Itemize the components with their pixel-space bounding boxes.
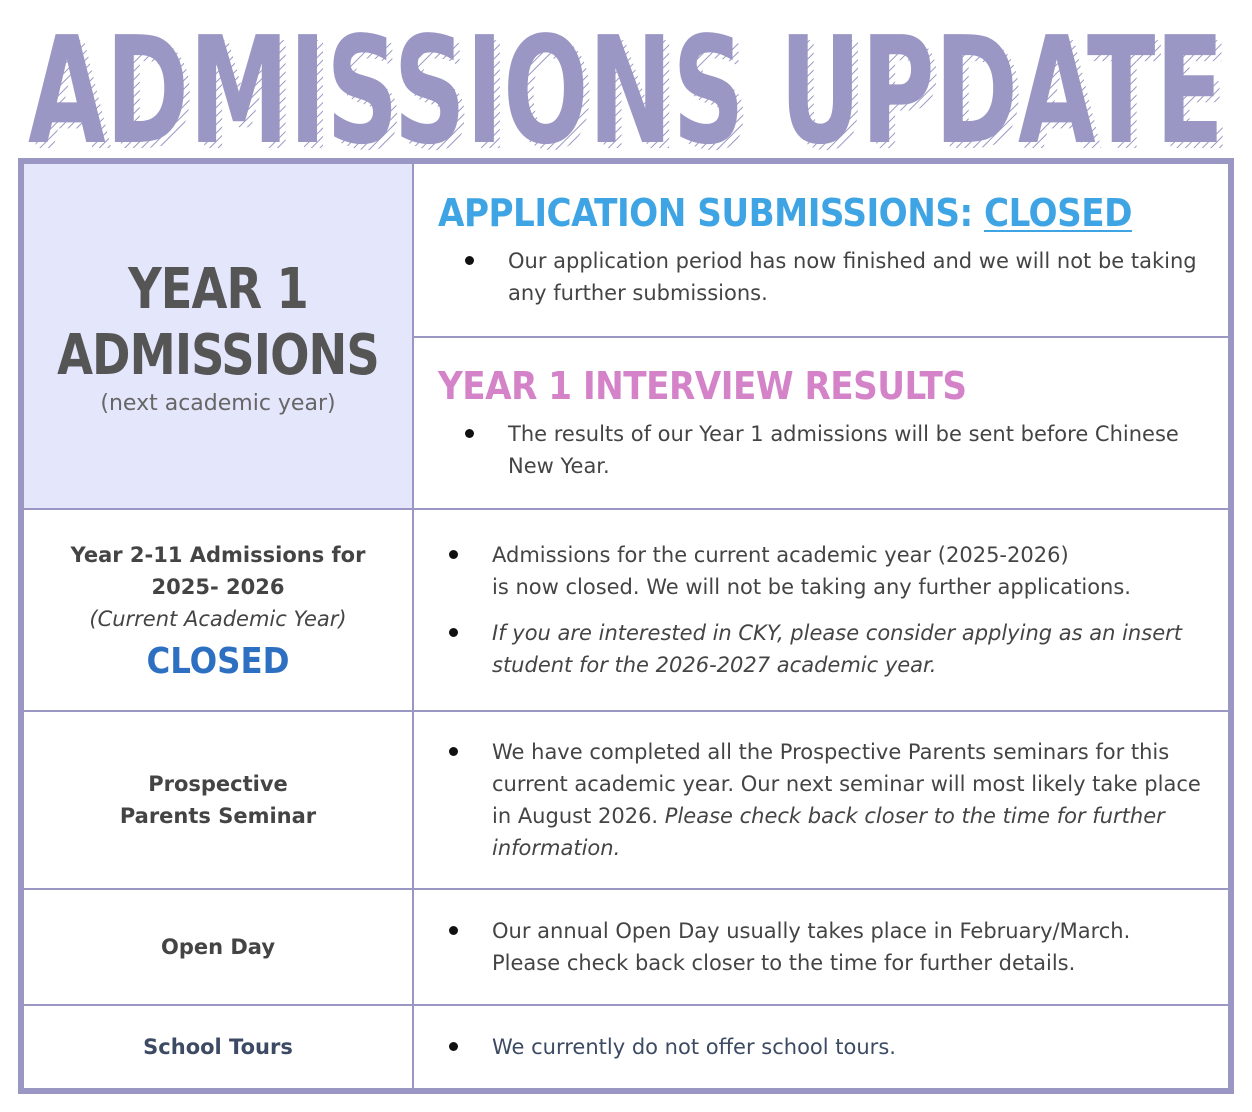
banner-title-shadow: ADMISSIONS UPDATE [34,11,1230,156]
admissions-table [18,158,1234,1094]
open-day-bullet-line2: Please check back closer to the time for further details. [492,951,1076,975]
interview-heading: YEAR 1 INTERVIEW RESULTS [438,364,967,408]
year1-title-line1: YEAR 1 [128,256,308,322]
seminar-bullet-text: We have completed all the Prospective Parents seminars for this current academic year. Our next seminar will most likely take place in August 2026. [492,740,1201,828]
list-item: If you are interested in CKY, please consider applying as an insert student for the 2026-2027 academic year. [492,617,1206,681]
application-heading-label: APPLICATION SUBMISSIONS: [438,191,985,235]
application-status-link[interactable]: CLOSED [984,191,1132,235]
list-item: The results of our Year 1 admissions will be sent before Chinese New Year. [508,418,1210,482]
seminar-label-line1: Prospective [148,772,288,796]
tours-content-cell [413,1005,1229,1089]
application-submissions-cell [413,163,1229,337]
list-item: Our application period has now finished and we will not be taking any further submissions. [508,245,1210,309]
year1-subtitle: (next academic year) [100,390,336,416]
year1-title-line2: ADMISSIONS [57,322,379,388]
seminar-content-cell [413,711,1229,889]
page-banner [20,6,1234,156]
tours-label-cell [23,1005,413,1089]
open-day-content-cell [413,889,1229,1005]
year1-label-cell [23,163,413,509]
year2-11-bullet1-line1: Admissions for the current academic year (2025-2026) [492,543,1069,567]
year2-11-label-line2: 2025- 2026 [151,574,285,599]
table-row [23,509,1229,711]
year2-11-content-cell [413,509,1229,711]
list-item [492,915,1206,979]
banner-title: ADMISSIONS UPDATE [28,6,1224,156]
table-row [23,711,1229,889]
table-row [23,1005,1229,1089]
seminar-label-cell [23,711,413,889]
year2-11-status: CLOSED [146,640,290,682]
list-item: We currently do not offer school tours. [492,1031,1206,1063]
list-item [492,539,1206,603]
open-day-bullet-line1: Our annual Open Day usually takes place in February/March. [492,919,1131,943]
open-day-label: Open Day [160,935,276,959]
seminar-bullet-italic: Please check back closer to the time for further information. [492,804,1165,860]
application-heading [438,191,1228,235]
banner-title-graphic [20,6,1234,156]
list-item [492,736,1206,864]
table-row [23,889,1229,1005]
interview-results-cell [413,337,1229,509]
tours-label: School Tours [143,1035,293,1059]
table-row [23,163,1229,337]
year2-11-label-line1: Year 2-11 Admissions for [70,542,366,567]
year2-11-label-italic: (Current Academic Year) [89,606,347,631]
year2-11-label-cell [23,509,413,711]
seminar-label-line2: Parents Seminar [119,804,317,828]
year2-11-bullet1-line2: is now closed. We will not be taking any further applications. [492,575,1131,599]
open-day-label-cell [23,889,413,1005]
